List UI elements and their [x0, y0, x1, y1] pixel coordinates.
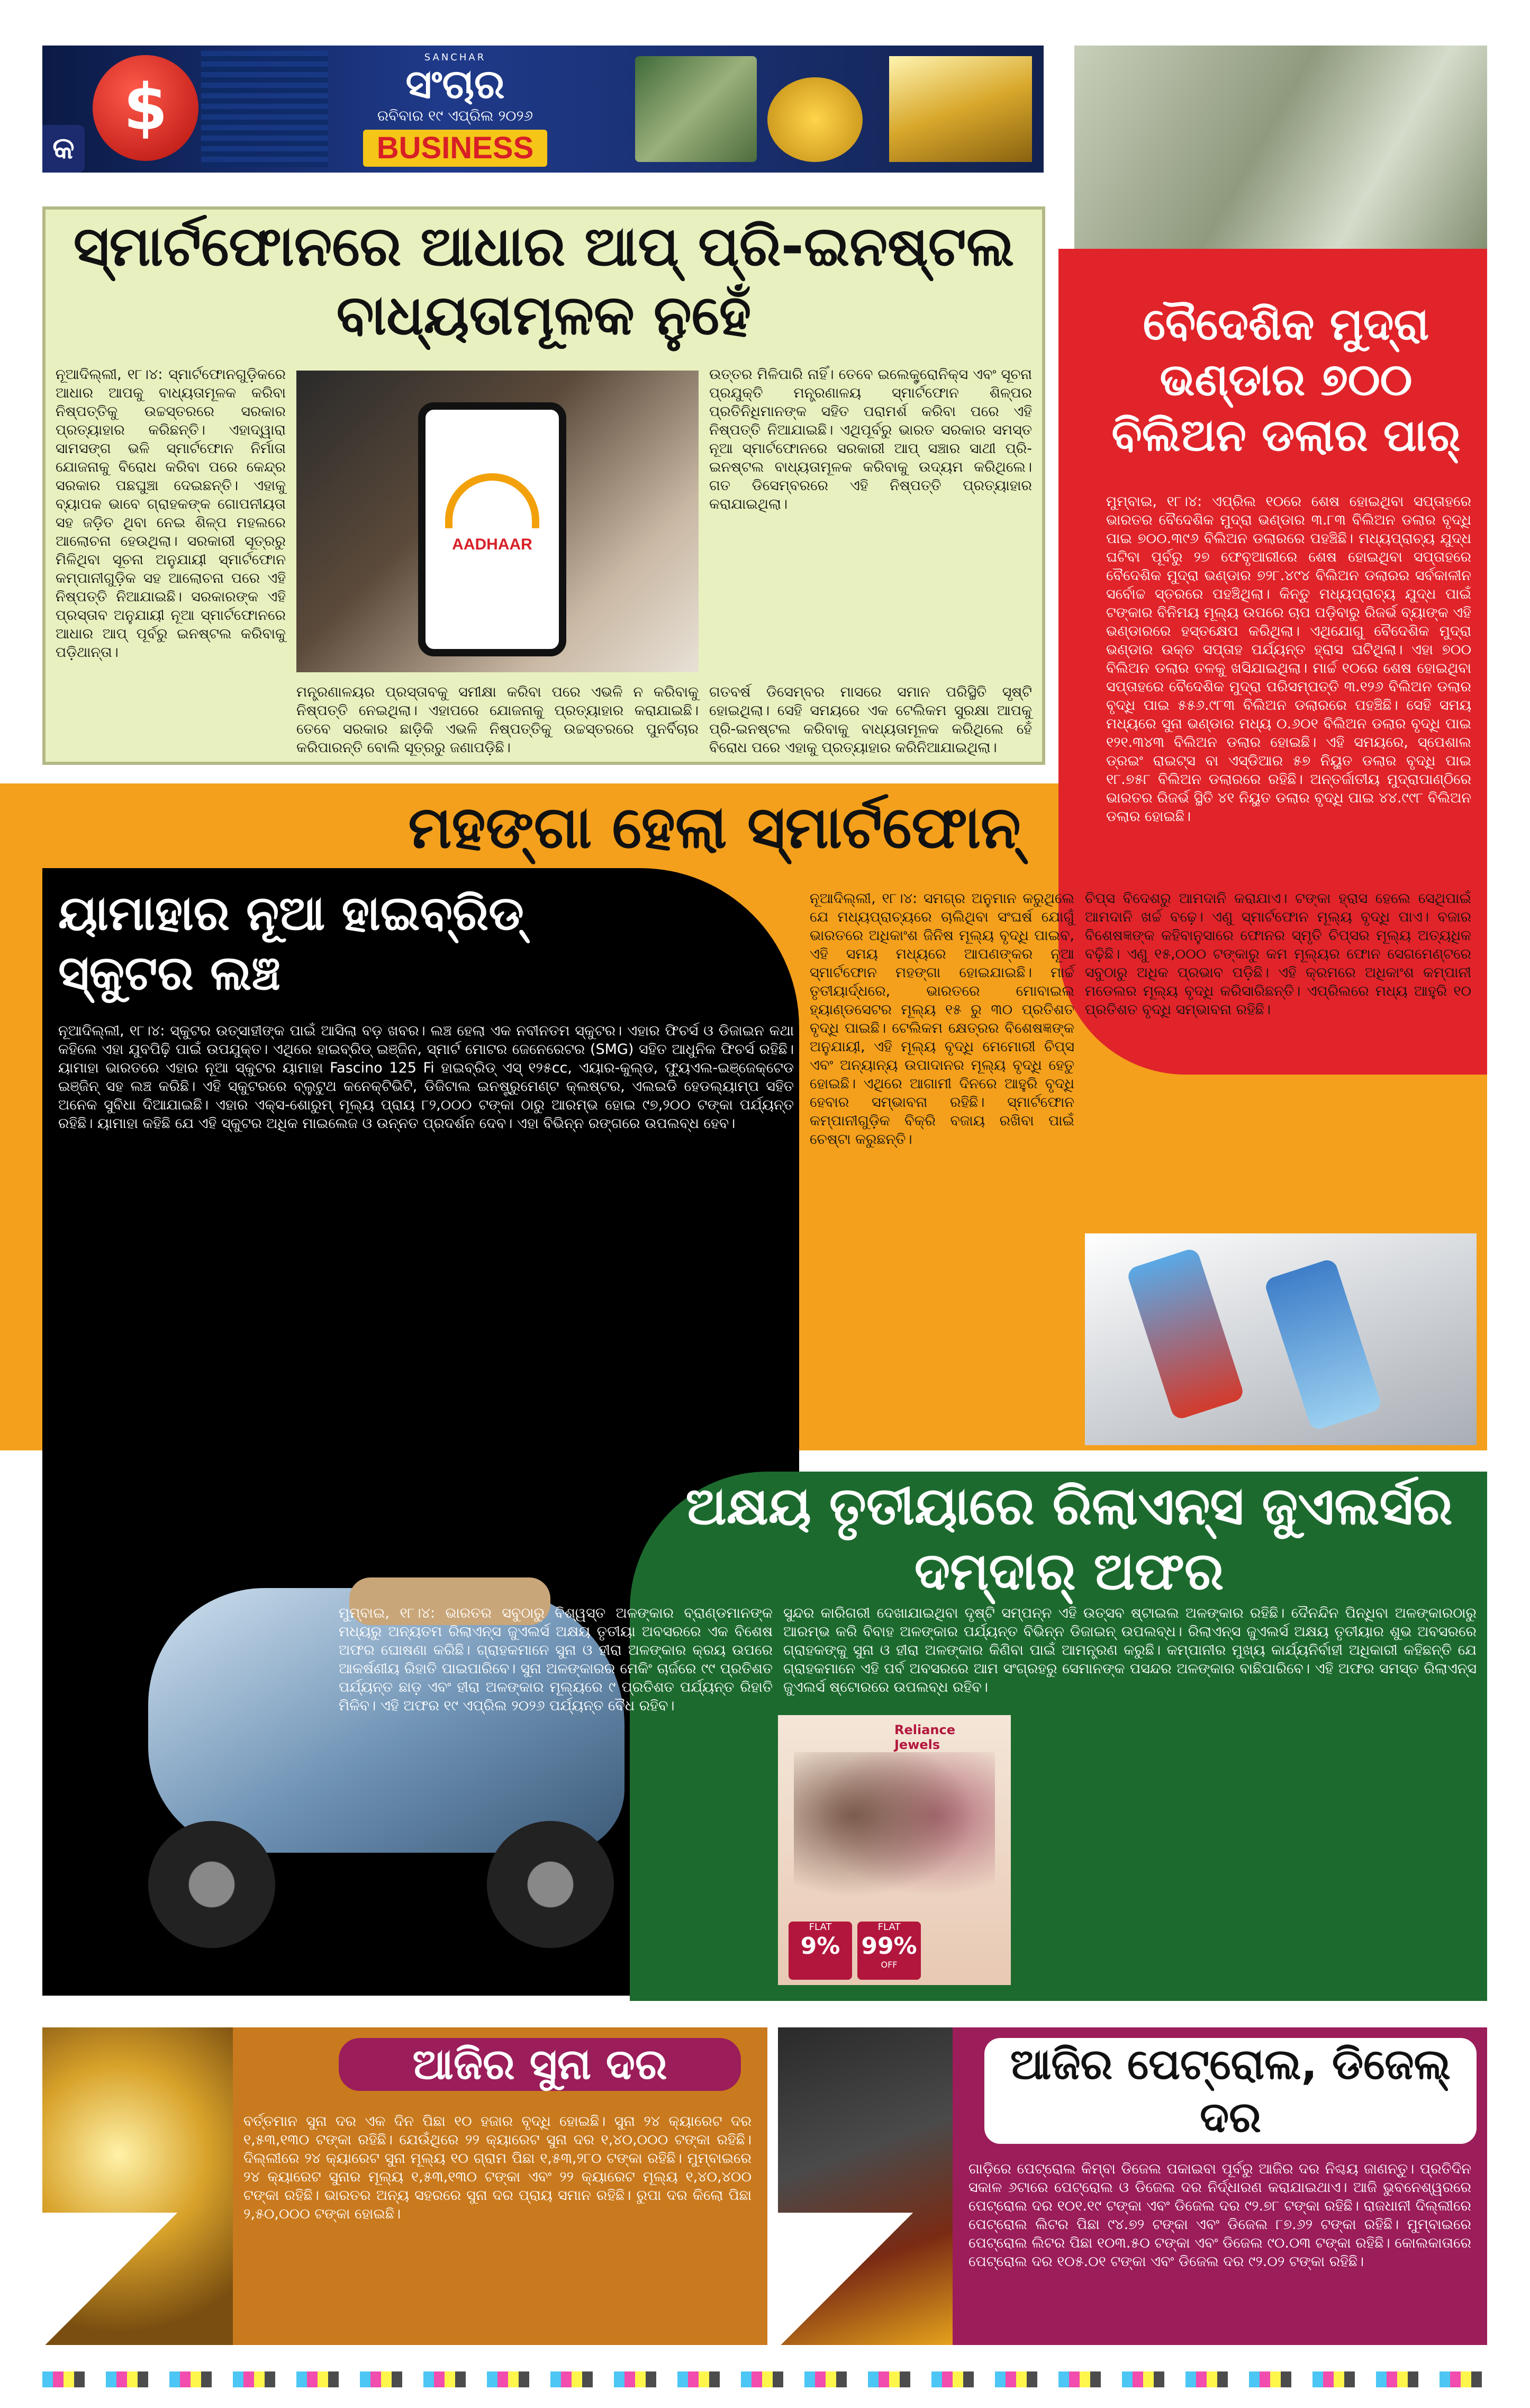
phone-display-1 [1126, 1247, 1245, 1421]
scooter-front-wheel [148, 1821, 275, 1948]
brand-block [318, 52, 593, 168]
petrol-page-curl [778, 2213, 916, 2345]
petrol-title: ଆଜିର ପେଟ୍ରୋଲ, ଡିଜେଲ୍ ଦର [984, 2038, 1477, 2144]
forex-body: ମୁମ୍ବାଇ, ୧୮।୪: ଏପ୍ରିଲ ୧୦ରେ ଶେଷ ହୋଇଥିବା ସପ୍ତାହରେ ଭାରତର ବୈଦେଶିକ ମୁଦ୍ରା ଭଣ୍ଡାର ୩.୮୩ ବିଲିଅନ ଡଲାର ବୃଦ୍ଧି ପାଇ ୭୦୦.୩୯୬ ବିଲିଅନ ଡଲାରରେ ପହଞ୍ଚିଛି। ମଧ୍ୟପ୍ରାଚ୍ୟ ଯୁଦ୍ଧ ଘଟିବା ପୂର୍ବରୁ ୨୭ ଫେବୃଆରୀରେ ଶେଷ ହୋଇଥିବା ସପ୍ତାହରେ ବୈଦେଶିକ ମୁଦ୍ରା ଭଣ୍ଡାର ୭୨୮.୪୯୪ ବିଲିଅନ ଡଲାରର ସର୍ବକାଳୀନ ସର୍ବୋଚ୍ଚ ସ୍ତରରେ ପହଞ୍ଚିଥିଲା। କିନ୍ତୁ ମଧ୍ୟପ୍ରାଚ୍ୟ ଯୁଦ୍ଧ ପାଇଁ ଟଙ୍କାର ବିନିମୟ ମୂଲ୍ୟ ଉପରେ ଚାପ ପଡ଼ିବାରୁ ରିଜର୍ଭ ବ୍ୟାଙ୍କ ଏହି ଭଣ୍ଡାରରେ ହସ୍ତକ୍ଷେପ କରିଥିଲା। ଏଥିଯୋଗୁ ବୈଦେଶିକ ମୁଦ୍ରା ଭଣ୍ଡାର ଉକ୍ତ ସପ୍ତାହ ପର୍ଯ୍ୟନ୍ତ ହ୍ରାସ ଘଟିଥିଲା। ଏହା ୭୦୦ ବିଲିଅନ ଡଲାର ତଳକୁ ଖସିଯାଇଥିଲା। ମାର୍ଚ୍ଚ ୧୦ରେ ଶେଷ ହୋଇଥିବା ସପ୍ତାହରେ ବୈଦେଶିକ ମୁଦ୍ରା ପରିସମ୍ପତ୍ତି ୩.୧୨୬ ବିଲିଅନ ଡଲାର ବୃଦ୍ଧି ପାଇ ୫୫୬.୯୮୩ ବିଲିଅନ ଡଲାରରେ ପହଞ୍ଚିଛି। ସେହି ସମୟ ମଧ୍ୟରେ ସୁନା ଭଣ୍ଡାର ମଧ୍ୟ ୦.୬୦୧ ବିଲିଅନ ଡଲାର ବୃଦ୍ଧି ପାଇ ୧୨୧.୩୪୩ ବିଲିଅନ ଡଲାର ହୋଇଛି। ଏହି ସମୟରେ, ସ୍ପେଶାଲ ଡ୍ରଇଂ ରାଇଟ୍ସ ବା ଏସ୍‌ଡିଆର ୫୭ ନିୟୁତ ଡଲାର ବୃଦ୍ଧି ପାଇ ୧୮.୭୫୮ ବିଲିଅନ ଡଲାରରେ ରହିଛି। ଅନ୍ତର୍ଜାତୀୟ ମୁଦ୍ରାପାଣ୍ଠିରେ ଭାରତର ରିଜର୍ଭ ସ୍ଥିତି ୪୧ ନିୟୁତ ଡଲାର ବୃଦ୍ଧି ପାଇ ୪୪.୯୯୮ ବିଲିଅନ ଡଲାର ହୋଇଛି। [1106, 493, 1471, 825]
reliance-headline: ଅକ୍ଷୟ ତୃତୀୟାରେ ରିଲାଏନ୍ସ ଜୁଏଲର୍ସର ଦମ୍‌ଦାର୍ ଅଫର [685, 1476, 1453, 1602]
reliance-ad-models [794, 1752, 995, 1911]
offer2-value: 99% [861, 1933, 917, 1960]
masthead-date: ରବିବାର ୧୯ ଏପ୍ରିଲ ୨୦୨୬ [377, 107, 533, 124]
offer2-flat: FLAT [877, 1922, 901, 1933]
masthead [42, 46, 1044, 173]
offer1-flat: FLAT [809, 1922, 832, 1933]
aadhaar-headline: ସ୍ମାର୍ଟଫୋନରେ ଆଧାର ଆପ୍ ପ୍ରି-ଇନଷ୍ଟଲ ବାଧ୍ୟତାମୂଳକ ନୁହେଁ [73, 214, 1015, 347]
smartphone-store-photo [1085, 1233, 1477, 1445]
yamaha-scooter-photo [64, 1525, 725, 1980]
gold-title: ଆଜିର ସୁନା ଦର [339, 2038, 741, 2091]
page-letter-badge: କ [42, 125, 85, 173]
aadhaar-col1: ନୂଆଦିଲ୍ଲୀ, ୧୮।୪: ସ୍ମାର୍ଟଫୋନଗୁଡ଼ିକରେ ଆଧାର ଆପକୁ ବାଧ୍ୟତାମୂଳକ କରିବା ନିଷ୍ପତ୍ତିକୁ ଉଚ୍ଚସ୍ତରରେ ସରକାର ପ୍ରତ୍ୟାହାର କରିଛନ୍ତି। ଏହାଦ୍ୱାରା ସାମସଙ୍ଗ ଭଳି ସ୍ମାର୍ଟଫୋନ ନିର୍ମାତା ଯୋଜନାକୁ ବିରୋଧ କରିବା ପରେ କେନ୍ଦ୍ର ସରକାର ପଛଘୁଞ୍ଚା ଦେଇଛନ୍ତି। ଏହାକୁ ବ୍ୟାପକ ଭାବେ ଗ୍ରାହକଙ୍କ ଗୋପନୀୟତା ସହ ଜଡ଼ିତ ଥିବା ନେଇ ଶିଳ୍ପ ମହଲରେ ଆଲୋଚନା ହେଉଥିଲା। ସରକାରୀ ସୂତ୍ରରୁ ମିଳିଥିବା ସୂଚନା ଅନୁଯାୟୀ ସ୍ମାର୍ଟଫୋନ କମ୍ପାନୀଗୁଡ଼ିକ ସହ ଆଲୋଚନା ପରେ ଏହି ନିଷ୍ପତ୍ତି ନିଆଯାଇଛି। ସରକାରଙ୍କ ଏହି ପ୍ରସ୍ତାବ ଅନୁଯାୟୀ ନୂଆ ସ୍ମାର୍ଟଫୋନରେ ଆଧାର ଆପ୍ ପୂର୍ବରୁ ଇନଷ୍ଟଲ କରିବାକୁ ପଡ଼ିଥାନ୍ତା। [56, 366, 286, 661]
print-registration-strip [42, 2371, 1487, 2387]
smartphone-side: ଚିପ୍ସ ବିଦେଶରୁ ଆମଦାନି କରାଯାଏ। ଟଙ୍କା ହ୍ରାସ ହେଲେ ସେଥିପାଇଁ ଆମଦାନି ଖର୍ଚ୍ଚ ବଢ଼େ। ଏଣୁ ସ୍ମାର୍ଟଫୋନ ମୂଲ୍ୟ ବୃଦ୍ଧି ପାଏ। ବଜାର ବିଶେଷଜ୍ଞଙ୍କ କହିବାନୁସାରେ ଫୋନର ସ୍ମୃତି ଚିପ୍ସର ମୂଲ୍ୟ ଅତ୍ୟଧିକ ବଢ଼ିଛି। ଏଣୁ ୧୫,୦୦୦ ଟଙ୍କାରୁ କମ ମୂଲ୍ୟର ଫୋନ ସେଗମେଣ୍ଟରେ ସବୁଠାରୁ ଅଧିକ ପ୍ରଭାବ ପଡ଼ିଛି। ଏହି କ୍ରମରେ ଅଧିକାଂଶ କମ୍ପାନୀ ମଡେଲର ମୂଲ୍ୟ ବୃଦ୍ଧି କରିସାରିଛନ୍ତି। ଏପ୍ରିଲରେ ମଧ୍ୟ ଆହୁରି ୧୦ ପ୍ରତିଶତ ବୃଦ୍ଧି ସମ୍ଭାବନା ରହିଛି। [1085, 890, 1471, 1018]
aadhaar-bottom2: ଗତବର୍ଷ ଡିସେମ୍ବର ମାସରେ ସମାନ ପରିସ୍ଥିତି ସୃଷ୍ଟି ହୋଇଥିଲା। ସେହି ସମୟରେ ଏକ ଟେଲିକମ ସୁରକ୍ଷା ଆପକୁ ପ୍ରି-ଇନଷ୍ଟଲ କରିବାକୁ ବାଧ୍ୟତାମୂଳକ କରିଥିଲେ ହେଁ ବିରୋଧ ପରେ ଏହାକୁ ପ୍ରତ୍ୟାହାର କରିନିଆଯାଇଥିଲା। [709, 684, 1032, 756]
money-bag-icon: $ [93, 55, 198, 161]
smartphone-body: ନୂଆଦିଲ୍ଲୀ, ୧୮।୪: ସମଗ୍ର ଅନୁମାନ କରୁଥିଲେ ଯେ ମଧ୍ୟପ୍ରାଚ୍ୟରେ ଚାଲିଥିବା ସଂଘର୍ଷ ଯୋଗୁଁ ଭାରତରେ ଅଧିକାଂଶ ଜିନିଷ ମୂଲ୍ୟ ବୃଦ୍ଧି ପାଇବ, ଏହି ସମୟ ମଧ୍ୟରେ ଆପଣଙ୍କର ନୂଆ ସ୍ମାର୍ଟଫୋନ ମହଙ୍ଗା ହୋଇଯାଇଛି। ମାର୍ଚ୍ଚ ତୃତୀୟାର୍ଦ୍ଧରେ, ଭାରତରେ ମୋବାଇଲ ହ୍ୟାଣ୍ଡସେଟର ମୂଲ୍ୟ ୧୫ ରୁ ୩୦ ପ୍ରତିଶତ ବୃଦ୍ଧି ପାଇଛି। ଟେଲିକମ କ୍ଷେତ୍ରର ବିଶେଷଜ୍ଞଙ୍କ ଅନୁଯାୟୀ, ଏହି ମୂଲ୍ୟ ବୃଦ୍ଧି ମେମୋରୀ ଚିପ୍ସ ଏବଂ ଅନ୍ୟାନ୍ୟ ଉପାଦାନର ମୂଲ୍ୟ ବୃଦ୍ଧି ହେତୁ ହୋଇଛି। ଏଥିରେ ଆଗାମୀ ଦିନରେ ଆହୁରି ବୃଦ୍ଧି ହେବାର ସମ୍ଭାବନା ରହିଛି। ସ୍ମାର୍ଟଫୋନ କମ୍ପାନୀଗୁଡ଼ିକ ବିକ୍ରି ବଜାୟ ରଖିବା ପାଇଁ ଚେଷ୍ଟା କରୁଛନ୍ତି। [810, 890, 1074, 1148]
stock-ticker-bg [201, 51, 328, 167]
yamaha-headline: ୟାମାହାର ନୂଆ ହାଇବ୍ରିଡ୍ ସ୍କୁଟର ଲଞ୍ଚ [58, 886, 524, 1001]
aadhaar-col2: ଉତ୍ତର ମିଳିପାରି ନାହିଁ। ତେବେ ଇଲେକ୍ଟ୍ରୋନିକ୍ସ ଏବଂ ସୂଚନା ପ୍ରଯୁକ୍ତି ମନ୍ତ୍ରଣାଳୟ ସ୍ମାର୍ଟଫୋନ ଶିଳ୍ପର ପ୍ରତିନିଧିମାନଙ୍କ ସହିତ ପରାମର୍ଶ କରିବା ପରେ ଏହି ନିଷ୍ପତ୍ତି ନିଆଯାଇଛି। ଏଥିପୂର୍ବରୁ ଭାରତ ସରକାର ସମସ୍ତ ନୂଆ ସ୍ମାର୍ଟଫୋନରେ ସରକାରୀ ଆପ୍ ସଞ୍ଚାର ସାଥୀ ପ୍ରି-ଇନଷ୍ଟଲ ବାଧ୍ୟତାମୂଳକ କରିବାକୁ ଉଦ୍ୟମ କରିଥିଲେ। ଗତ ଡିସେମ୍ବରରେ ଏହି ନିଷ୍ପତ୍ତି ପ୍ରତ୍ୟାହାର କରାଯାଇଥିଲା। [709, 366, 1032, 512]
cash-stack-image [635, 56, 757, 162]
reliance-col1: ମୁମ୍ବାଇ, ୧୮।୪: ଭାରତର ସବୁଠାରୁ ବିଶ୍ୱସ୍ତ ଅଳଙ୍କାର ବ୍ରାଣ୍ଡମାନଙ୍କ ମଧ୍ୟରୁ ଅନ୍ୟତମ ରିଲାଏନ୍ସ ଜୁଏଲର୍ସ ଅକ୍ଷୟ ତୃତୀୟା ଅବସରରେ ଏକ ବିଶେଷ ଅଫର ଘୋଷଣା କରିଛି। ଗ୍ରାହକମାନେ ସୁନା ଓ ହୀରା ଅଳଙ୍କାର କ୍ରୟ ଉପରେ ଆକର୍ଷଣୀୟ ରିହାତି ପାଇପାରିବେ। ସୁନା ଅଳଙ୍କାରର ମେକିଂ ଚାର୍ଜରେ ୯୯ ପ୍ରତିଶତ ପର୍ଯ୍ୟନ୍ତ ଛାଡ଼ ଏବଂ ହୀରା ଅଳଙ୍କାର ମୂଲ୍ୟରେ ୯ ପ୍ରତିଶତ ପର୍ଯ୍ୟନ୍ତ ରିହାତି ମିଳିବ। ଏହି ଅଫର ୧୯ ଏପ୍ରିଲ ୨୦୨୬ ପର୍ଯ୍ୟନ୍ତ ବୈଧ ରହିବ। [339, 1605, 773, 1714]
reliance-ad-offer2 [857, 1922, 921, 1980]
gold-page-curl [42, 2213, 180, 2345]
smartphone-headline: ମହଙ୍ଗା ହେଲା ସ୍ମାର୍ଟଫୋନ୍ [408, 793, 1021, 861]
aadhaar-bottom1: ମନ୍ତ୍ରଣାଳୟର ପ୍ରସ୍ତାବକୁ ସମୀକ୍ଷା କରିବା ପରେ ଏଭଳି ନ କରିବାକୁ ନିଷ୍ପତ୍ତି ନେଇଥିଲା। ଏହାପରେ ଯୋଜନାକୁ ପ୍ରତ୍ୟାହାର କରାଯାଇଛି। ତେବେ ସରକାର ଛାଡ଼ିକି ଏଭଳି ନିଷ୍ପତ୍ତିକୁ ଉଚ୍ଚସ୍ତରରେ ପୁନର୍ବିଚାର କରିପାରନ୍ତି ବୋଲି ସୂତ୍ରରୁ ଜଣାପଡ଼ିଛି। [296, 684, 699, 756]
section-name: BUSINESS [363, 130, 548, 167]
brand-name: ସଂଚାର [405, 60, 505, 107]
coins-image [767, 77, 863, 162]
gold-bars-image [889, 56, 1032, 162]
dollar-bill-photo [1074, 46, 1487, 268]
brand-small: SANCHAR [424, 52, 486, 63]
aadhaar-logo-text: AADHAAR [452, 536, 532, 553]
yamaha-body: ନୂଆଦିଲ୍ଲୀ, ୧୮।୪: ସ୍କୁଟର ଉତ୍ସାହୀଙ୍କ ପାଇଁ ଆସିଲା ବଡ଼ ଖବର। ଲଞ୍ଚ ହେଲା ଏକ ନବୀନତମ ସ୍କୁଟର। ଏହାର ଫିଚର୍ସ ଓ ଡିଜାଇନ କଥା କହିଲେ ଏହା ଯୁବପିଢ଼ି ପାଇଁ ଉପଯୁକ୍ତ। ଏଥିରେ ହାଇବ୍ରିଡ୍ ଇଞ୍ଜିନ, ସ୍ମାର୍ଟ ମୋଟର ଜେନେରେଟର (SMG) ସହିତ ଆଧୁନିକ ଫିଚର୍ସ ରହିଛି। ୟାମାହା ଭାରତରେ ଏହାର ନୂଆ ସ୍କୁଟର ୟାମାହା Fascino 125 Fi ହାଇବ୍ରିଡ୍ ଏସ୍ ୧୨୫cc, ଏୟାର-କୁଲ୍ଡ, ଫ୍ୟୁଏଲ-ଇଞ୍ଜେକ୍ଟେଡ ଇଞ୍ଜିନ୍ ସହ ଲଞ୍ଚ କରିଛି। ଏହି ସ୍କୁଟରରେ ବ୍ଲୁଟୁଥ କନେକ୍ଟିଭିଟି, ଡିଜିଟାଲ ଇନଷ୍ଟ୍ରୁମେଣ୍ଟ କ୍ଲଷ୍ଟର, ଏଲଇଡି ହେଡଲ୍ୟାମ୍ପ ସହିତ ଅନେକ ସୁବିଧା ଦିଆଯାଇଛି। ଏହାର ଏକ୍ସ-ଶୋରୁମ୍ ମୂଲ୍ୟ ପ୍ରାୟ ୮୨,୦୦୦ ଟଙ୍କା ଠାରୁ ଆରମ୍ଭ ହୋଇ ୯୭,୨୦୦ ଟଙ୍କା ପର୍ଯ୍ୟନ୍ତ ରହିଛି। ୟାମାହା କହିଛି ଯେ ଏହି ସ୍କୁଟର ଅଧିକ ମାଇଲେଜ ଓ ଉନ୍ନତ ପ୍ରଦର୍ଶନ ଦେବ। ଏହା ବିଭିନ୍ନ ରଙ୍ଗରେ ଉପଲବ୍ଧ ହେବ। [58, 1023, 794, 1132]
offer2-off: OFF [881, 1960, 898, 1970]
aadhaar-phone-photo [296, 371, 699, 672]
reliance-ad-offer1 [789, 1922, 852, 1980]
forex-headline: ବୈଦେଶିକ ମୁଦ୍ରା ଭଣ୍ଡାର ୭୦୦ ବିଲିଅନ ଡଲାର ପାର୍ [1111, 298, 1461, 461]
aadhaar-logo-icon [445, 473, 539, 528]
reliance-col2: ସୁନ୍ଦର କାରିଗରୀ ଦେଖାଯାଇଥିବା ଦୃଷ୍ଟି ସମ୍ପନ୍ନ ଏହି ଉତ୍ସବ ଷ୍ଟାଇଲ ଅଳଙ୍କାର ରହିଛି। ଦୈନନ୍ଦିନ ପିନ୍ଧିବା ଅଳଙ୍କାରଠାରୁ ଆରମ୍ଭ କରି ବିବାହ ଅଳଙ୍କାର ପର୍ଯ୍ୟନ୍ତ ବିଭିନ୍ନ ଡିଜାଇନ୍ ଉପଲବ୍ଧ। ରିଲାଏନ୍ସ ଜୁଏଲର୍ସ ଅକ୍ଷୟ ତୃତୀୟାର ଶୁଭ ଅବସରରେ ଗ୍ରାହକଙ୍କୁ ସୁନା ଓ ହୀରା ଅଳଙ୍କାର କିଣିବା ପାଇଁ ଆମନ୍ତ୍ରଣ କରୁଛି। କମ୍ପାନୀର ମୁଖ୍ୟ କାର୍ଯ୍ୟନିର୍ବାହୀ ଅଧିକାରୀ କହିଛନ୍ତି ଯେ ଗ୍ରାହକମାନେ ଏହି ପର୍ବ ଅବସରରେ ଆମ ସଂଗ୍ରହରୁ ସେମାନଙ୍କ ପସନ୍ଦର ଅଳଙ୍କାର ବାଛିପାରିବେ। ଏହି ଅଫର ସମସ୍ତ ରିଲାଏନ୍ସ ଜୁଏଲର୍ସ ଷ୍ଟୋରରେ ଉପଲବ୍ଧ ରହିବ। [783, 1605, 1477, 1695]
gold-body: ବର୍ତ୍ତମାନ ସୁନା ଦର ଏକ ଦିନ ପିଛା ୧୦ ହଜାର ବୃଦ୍ଧି ହୋଇଛି। ସୁନା ୨୪ କ୍ୟାରେଟ ଦର ୧,୫୩,୧୩୦ ଟଙ୍କା ରହିଛି। ଯେଉଁଥିରେ ୨୨ କ୍ୟାରେଟ ସୁନା ଦର ୧,୪୦,୦୦୦ ଟଙ୍କା ରହିଛି। ଦିଲ୍ଲୀରେ ୨୪ କ୍ୟାରେଟ ସୁନା ମୂଲ୍ୟ ୧୦ ଗ୍ରାମ ପିଛା ୧,୫୩,୨୮୦ ଟଙ୍କା ରହିଛି। ମୁମ୍ବାଇରେ ୨୪ କ୍ୟାରେଟ ସୁନାର ମୂଲ୍ୟ ୧,୫୩,୧୩୦ ଟଙ୍କା ଏବଂ ୨୨ କ୍ୟାରେଟ ମୂଲ୍ୟ ୧,୪୦,୪୦୦ ଟଙ୍କା ରହିଛି। ଭାରତର ଅନ୍ୟ ସହରରେ ସୁନା ଦର ପ୍ରାୟ ସମାନ ରହିଛି। ରୁପା ଦର କିଲୋ ପିଛା ୨,୫୦,୦୦୦ ଟଙ୍କା ହୋଇଛି। [243, 2113, 752, 2222]
scooter-rear-wheel [487, 1821, 614, 1948]
phone-screen [418, 402, 566, 656]
phone-display-2 [1263, 1258, 1383, 1432]
reliance-ad-image [778, 1715, 1011, 1985]
offer1-value: 9% [800, 1933, 840, 1960]
petrol-body: ଗାଡ଼ିରେ ପେଟ୍ରୋଲ କିମ୍ବା ଡିଜେଲ ପକାଇବା ପୂର୍ବରୁ ଆଜିର ଦର ନିଶ୍ଚୟ ଜାଣନ୍ତୁ। ପ୍ରତିଦିନ ସକାଳ ୬ଟାରେ ପେଟ୍ରୋଲ ଓ ଡିଜେଲ ଦର ନିର୍ଦ୍ଧାରଣ କରାଯାଇଥାଏ। ଆଜି ଭୁବନେଶ୍ୱରରେ ପେଟ୍ରୋଲ ଦର ୧୦୧.୧୯ ଟଙ୍କା ଏବଂ ଡିଜେଲ ଦର ୯୨.୭୮ ଟଙ୍କା ରହିଛି। ରାଜଧାନୀ ଦିଲ୍ଲୀରେ ପେଟ୍ରୋଲ ଲିଟର ପିଛା ୯୪.୭୨ ଟଙ୍କା ଏବଂ ଡିଜେଲ ୮୭.୬୨ ଟଙ୍କା ରହିଛି। ମୁମ୍ବାଇରେ ପେଟ୍ରୋଲ ଲିଟର ପିଛା ୧୦୩.୫୦ ଟଙ୍କା ଏବଂ ଡିଜେଲ ୯୦.୦୩ ଟଙ୍କା ରହିଛି। କୋଲକାତାରେ ପେଟ୍ରୋଲ ଦର ୧୦୫.୦୧ ଟଙ୍କା ଏବଂ ଡିଜେଲ ଦର ୯୨.୦୨ ଟଙ୍କା ରହିଛି। [968, 2161, 1471, 2270]
reliance-ad-brand: Reliance Jewels [894, 1722, 955, 1752]
